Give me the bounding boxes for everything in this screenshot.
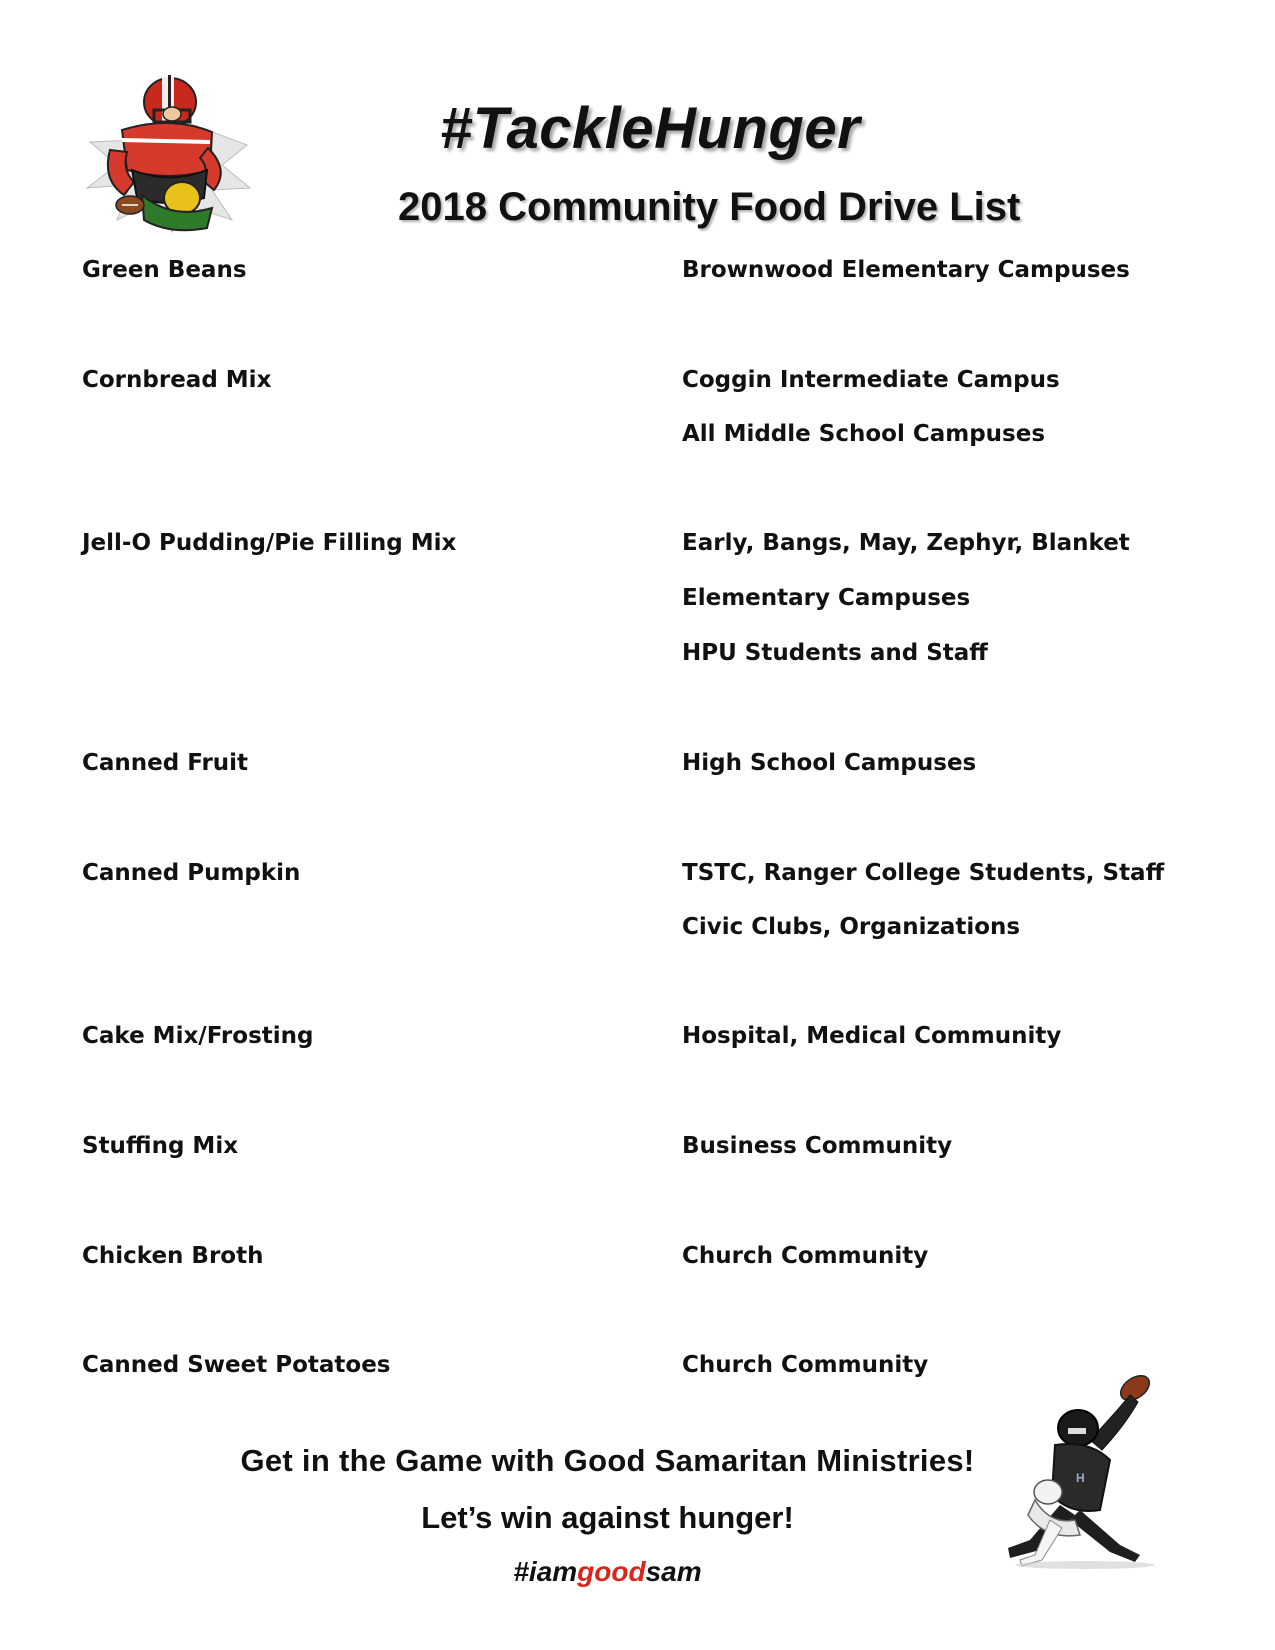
page-subtitle: 2018 Community Food Drive List xyxy=(398,185,1021,229)
food-item: Stuffing Mix xyxy=(82,1133,239,1159)
footer-tagline: Get in the Game with Good Samaritan Ministries! xyxy=(240,1443,975,1478)
food-item: Canned Fruit xyxy=(82,750,249,776)
group-item: High School Campuses xyxy=(682,750,977,776)
football-player-tackle-icon xyxy=(82,70,252,235)
food-item: Canned Pumpkin xyxy=(82,860,301,886)
food-item: Jell-O Pudding/Pie Filling Mix xyxy=(82,530,457,556)
group-item: Brownwood Elementary Campuses xyxy=(682,257,1130,283)
group-item: Business Community xyxy=(682,1133,953,1159)
group-item: HPU Students and Staff xyxy=(682,640,988,666)
hashtag-start: #iam xyxy=(513,1556,578,1587)
group-item: Church Community xyxy=(682,1352,929,1378)
group-item: Elementary Campuses xyxy=(682,585,971,611)
food-item: Cornbread Mix xyxy=(82,367,272,393)
food-item: Chicken Broth xyxy=(82,1243,264,1269)
group-item: All Middle School Campuses xyxy=(682,421,1046,447)
hashtag-end: sam xyxy=(645,1556,702,1587)
group-item: Early, Bangs, May, Zephyr, Blanket xyxy=(682,530,1130,556)
hashtag-highlight: good xyxy=(577,1556,646,1587)
food-item: Green Beans xyxy=(82,257,247,283)
group-item: TSTC, Ranger College Students, Staff xyxy=(682,860,1165,886)
food-item: Canned Sweet Potatoes xyxy=(82,1352,391,1378)
group-item: Church Community xyxy=(682,1243,929,1269)
group-item: Coggin Intermediate Campus xyxy=(682,367,1060,393)
svg-text:H: H xyxy=(1076,1471,1085,1485)
page-title: #TackleHunger xyxy=(440,96,861,161)
group-item: Hospital, Medical Community xyxy=(682,1023,1062,1049)
food-item: Cake Mix/Frosting xyxy=(82,1023,314,1049)
group-item: Civic Clubs, Organizations xyxy=(682,914,1021,940)
footer-hashtag xyxy=(0,1556,1215,1588)
footer-slogan: Let’s win against hunger! xyxy=(421,1500,794,1535)
